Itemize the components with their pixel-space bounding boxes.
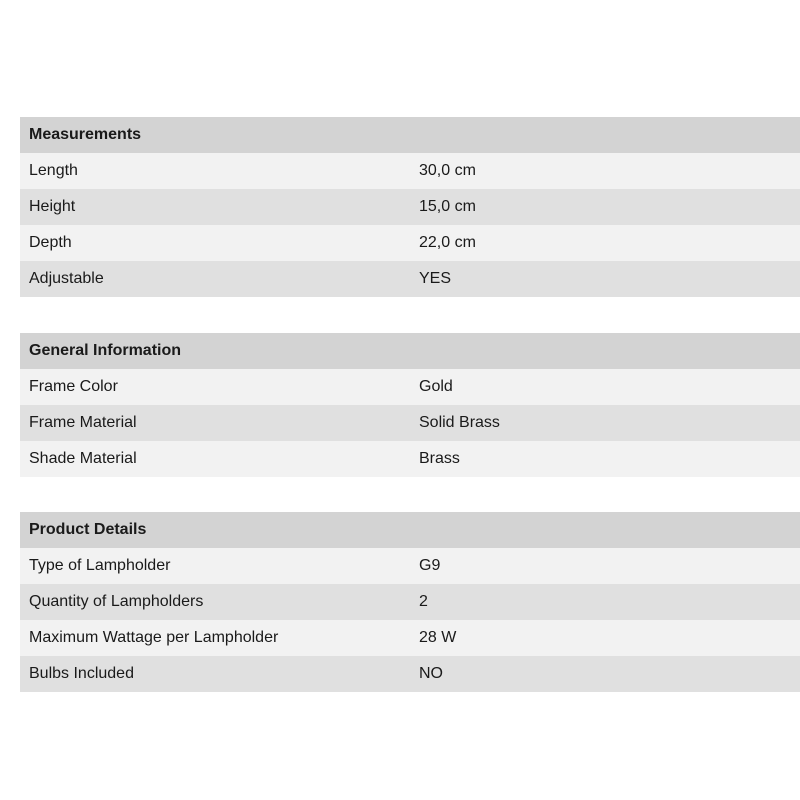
row-label: Height (29, 198, 76, 215)
row-label: Frame Material (29, 414, 137, 431)
row-value: 30,0 cm (419, 162, 476, 179)
section-title: Product Details (29, 521, 147, 538)
row-value: 28 W (419, 629, 457, 646)
table-row (20, 405, 800, 441)
table-row (20, 620, 800, 656)
row-label: Frame Color (29, 378, 118, 395)
table-row (20, 656, 800, 692)
table-row (20, 441, 800, 477)
row-value: NO (419, 665, 443, 682)
row-label: Maximum Wattage per Lampholder (29, 629, 279, 646)
row-value: Brass (419, 450, 460, 467)
row-label: Shade Material (29, 450, 137, 467)
row-label: Depth (29, 234, 72, 251)
section-header (20, 333, 800, 369)
table-row (20, 189, 800, 225)
row-value: Gold (419, 378, 453, 395)
measurements-table (20, 117, 800, 297)
section-header (20, 512, 800, 548)
row-value: 22,0 cm (419, 234, 476, 251)
row-label: Type of Lampholder (29, 557, 171, 574)
row-label: Quantity of Lampholders (29, 593, 204, 610)
table-row (20, 261, 800, 297)
product-details-table (20, 512, 800, 692)
table-row (20, 584, 800, 620)
row-value: 15,0 cm (419, 198, 476, 215)
section-title: General Information (29, 342, 182, 359)
general-information-table (20, 333, 800, 477)
row-value: Solid Brass (419, 414, 500, 431)
row-label: Adjustable (29, 270, 104, 287)
table-row (20, 369, 800, 405)
row-value: 2 (419, 593, 428, 610)
row-value: YES (419, 270, 452, 287)
section-title: Measurements (29, 126, 142, 143)
table-row (20, 153, 800, 189)
row-label: Length (29, 162, 78, 179)
table-row (20, 225, 800, 261)
table-row (20, 548, 800, 584)
section-header (20, 117, 800, 153)
row-value: G9 (419, 557, 441, 574)
row-label: Bulbs Included (29, 665, 134, 682)
